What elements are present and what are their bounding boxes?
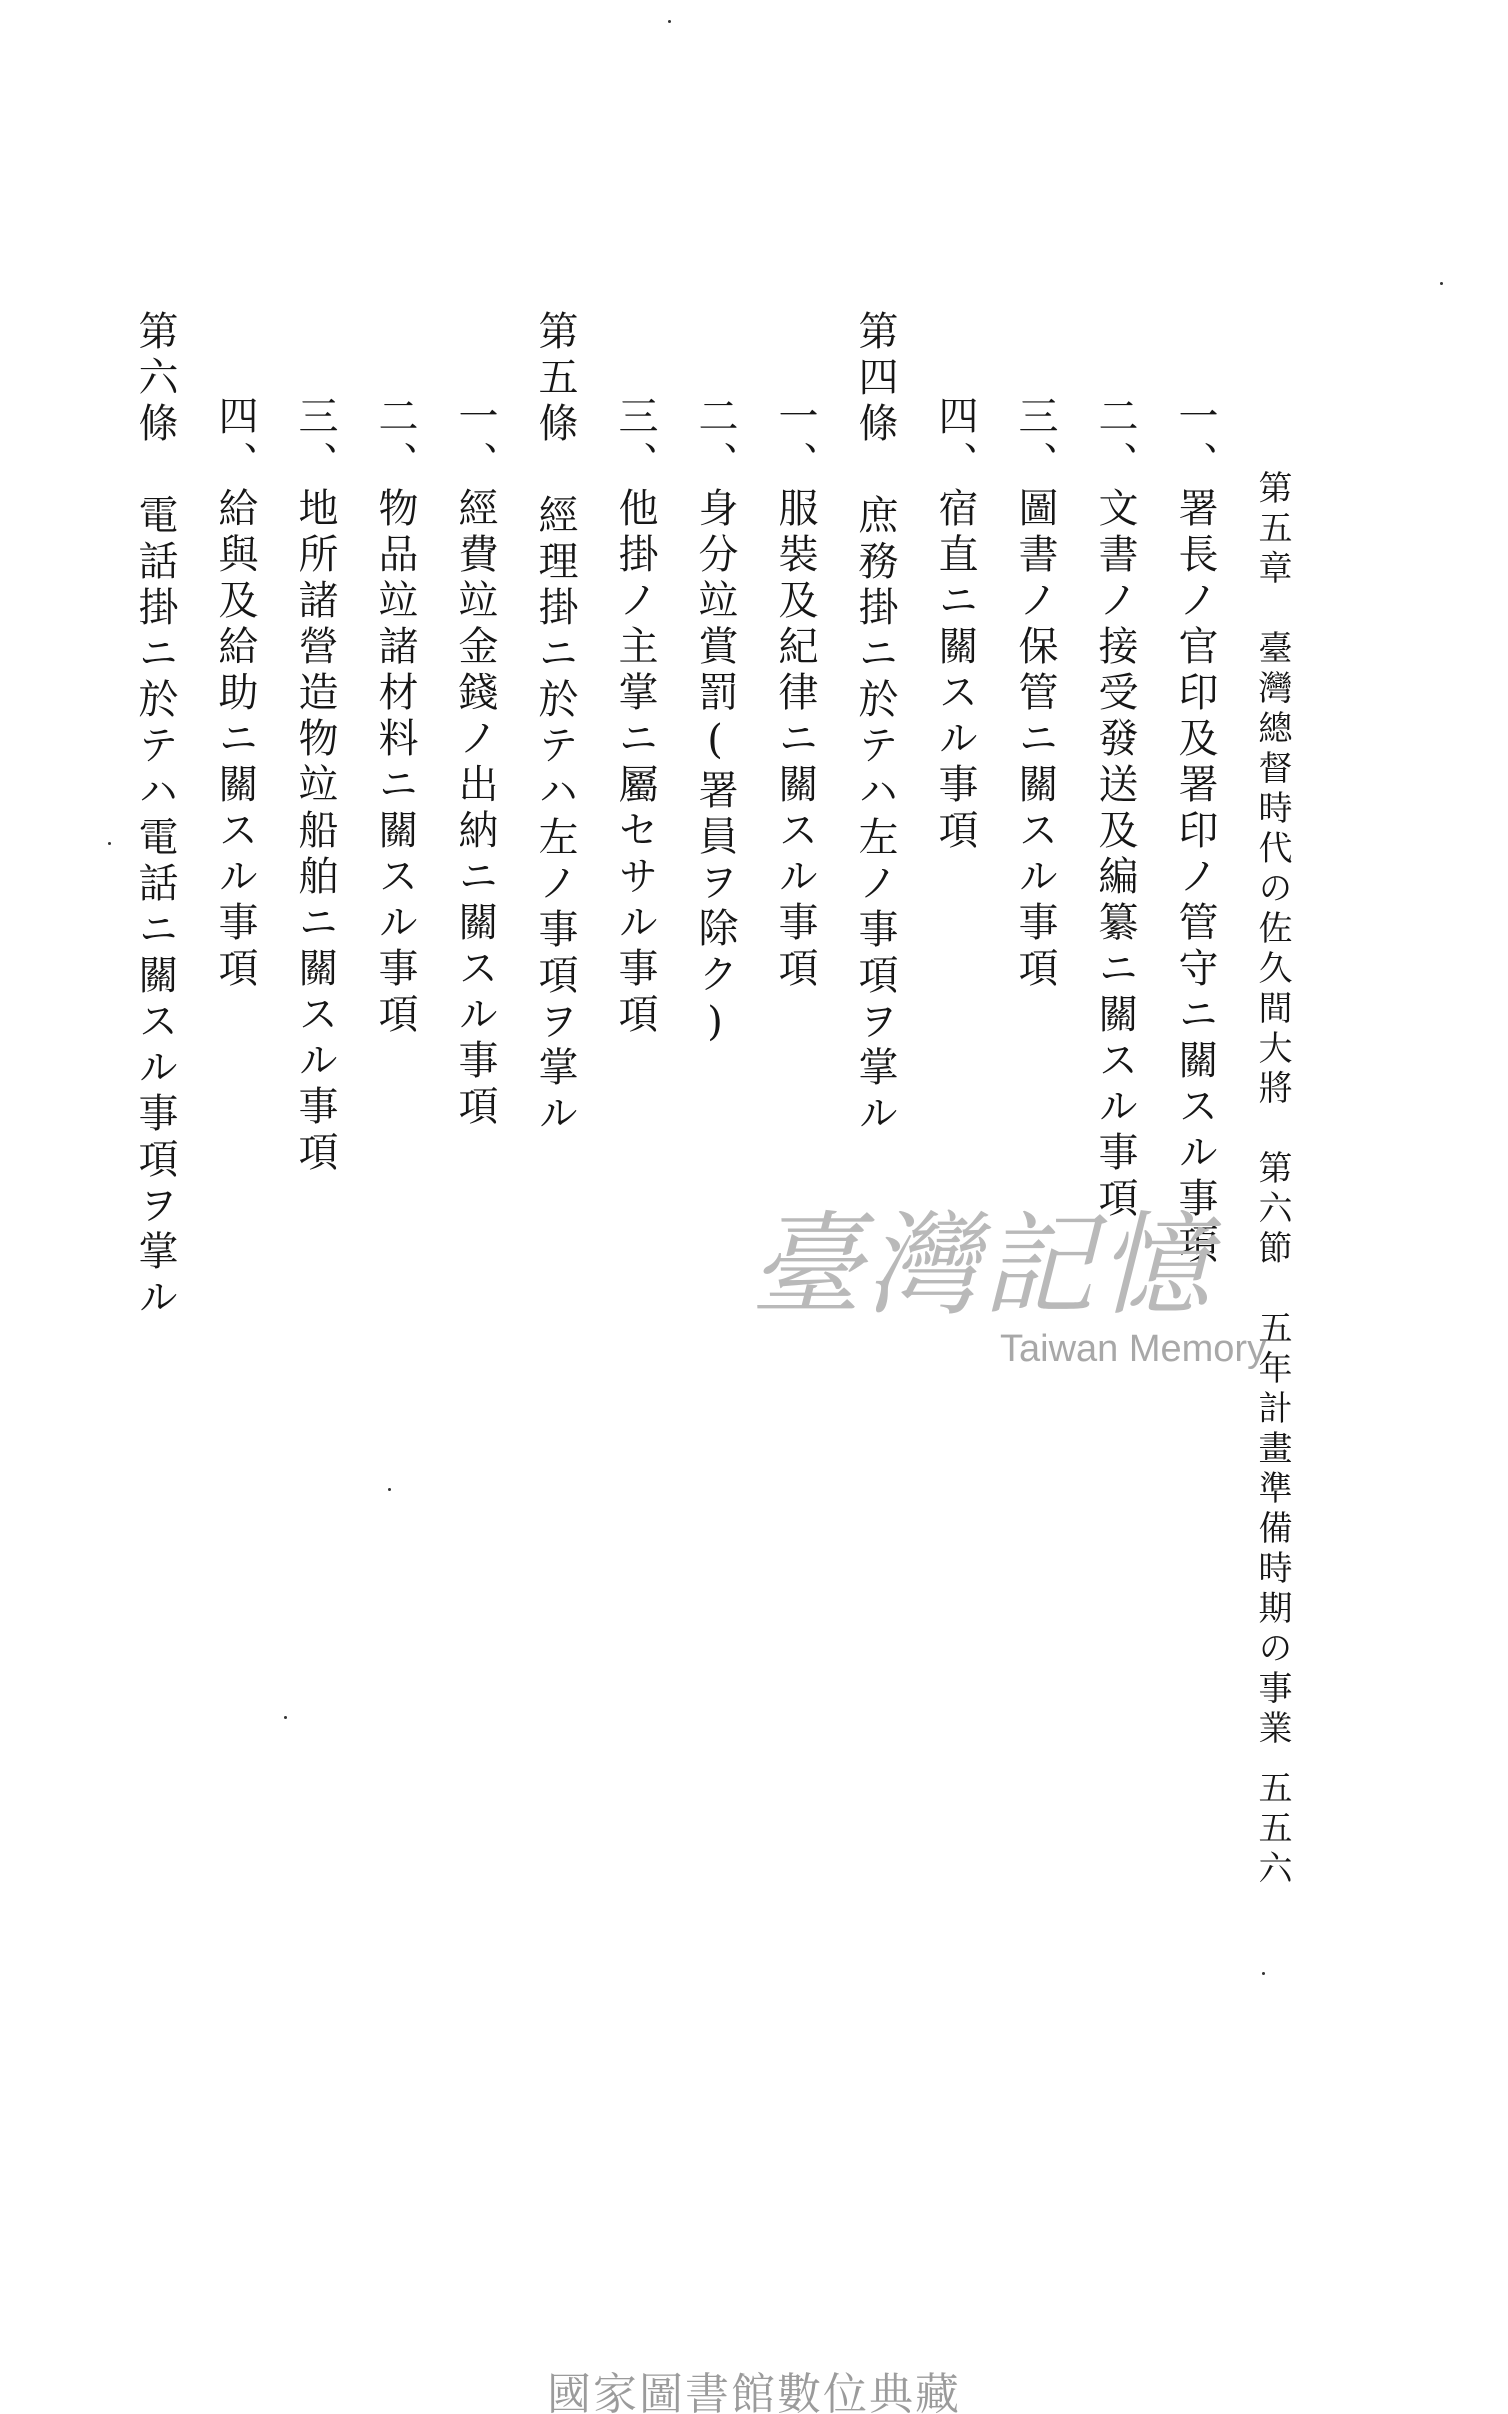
watermark-latin: Taiwan Memory: [1000, 1328, 1267, 1370]
body-line: 一、署長ノ官印及署印ノ管守ニ關スル事項: [1172, 395, 1218, 1269]
body-line: 二、文書ノ接受發送及編纂ニ關スル事項: [1092, 395, 1138, 1223]
running-header: 第五章 臺灣總督時代の佐久間大將 第六節 五年計畫準備時期の事業: [1252, 470, 1292, 1750]
scan-speck: [388, 1488, 391, 1491]
scan-speck: [108, 842, 111, 845]
body-line: 四、給與及給助ニ關スル事項: [212, 395, 258, 993]
body-line: 三、他掛ノ主掌ニ屬セサル事項: [612, 395, 658, 1039]
scan-speck: [284, 1716, 287, 1719]
body-line: 一、經費竝金錢ノ出納ニ關スル事項: [452, 395, 498, 1131]
body-line: 一、服裝及紀律ニ關スル事項: [772, 395, 818, 993]
body-line: 三、地所諸營造物竝船舶ニ關スル事項: [292, 395, 338, 1177]
article-heading: 第四條 庶務掛ニ於テハ左ノ事項ヲ掌ル: [852, 310, 898, 1138]
body-line: 三、圖書ノ保管ニ關スル事項: [1012, 395, 1058, 993]
body-line: 二、身分竝賞罰(署員ヲ除ク): [692, 395, 738, 1051]
article-heading: 第六條 電話掛ニ於テハ電話ニ關スル事項ヲ掌ル: [132, 310, 178, 1322]
body-line: 四、宿直ニ關スル事項: [932, 395, 978, 855]
scan-speck: [1440, 282, 1443, 285]
body-line: 二、物品竝諸材料ニ關スル事項: [372, 395, 418, 1039]
scan-speck: [1262, 1972, 1265, 1975]
footer-credit: 國家圖書館數位典藏: [547, 2369, 961, 2414]
page-number: 五五六: [1252, 1770, 1292, 1890]
scan-speck: [668, 20, 671, 23]
article-heading: 第五條 經理掛ニ於テハ左ノ事項ヲ掌ル: [532, 310, 578, 1138]
watermark: [750, 1201, 1270, 1380]
watermark-chars: 臺灣記憶: [750, 1201, 1214, 1331]
